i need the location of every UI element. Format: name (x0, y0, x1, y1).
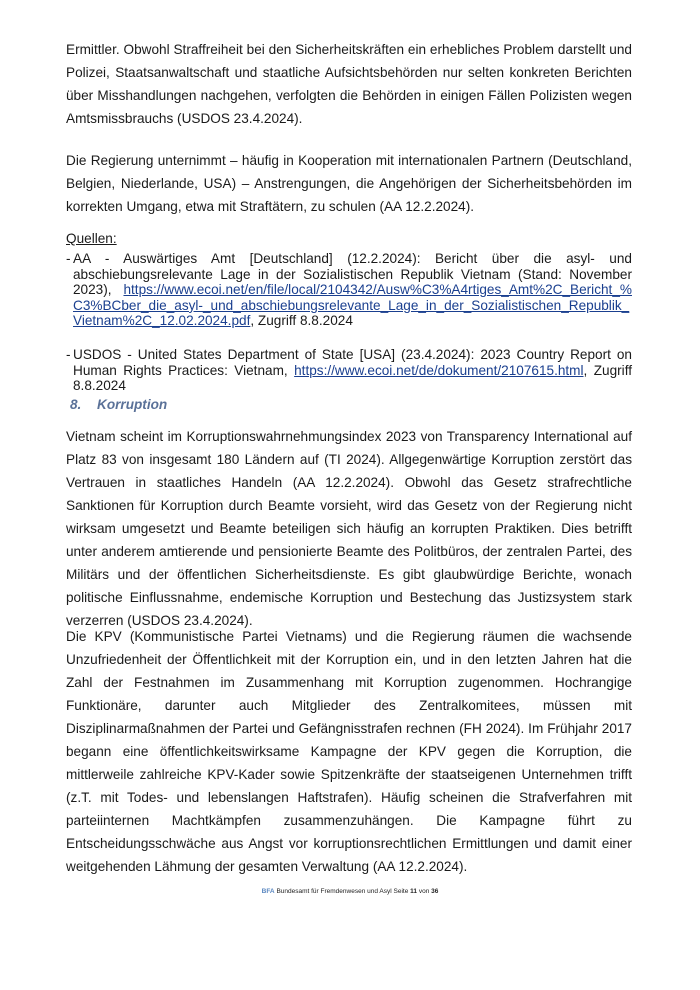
sources-label: Quellen: (66, 231, 117, 246)
source-access-date: , Zugriff 8.8.2024 (73, 362, 633, 394)
paragraph-training: Die Regierung unternimmt – häufig in Kooperation mit internationalen Partnern (Deutschland, Belgien, Niederlande, USA) – Anstrengungen, die Angehörigen der Sicherheitsbehörden im korrekten Umgang, etwa mit Straftätern, zu schulen (AA 12.2.2024). (66, 153, 632, 214)
source-item-usdos (66, 347, 632, 394)
footer-of: von (418, 888, 430, 895)
section-title: Korruption (97, 397, 168, 412)
paragraph-impunity: Ermittler. Obwohl Straffreiheit bei den Sicherheitskräften ein erhebliches Problem darstellt und Polizei, Staatsanwaltschaft und staatliche Aufsichtsbehörden nur selten konkreten Berichten über Misshandlungen nachgehen, verfolgten die Behörden in einigen Fällen Polizisten wegen Amtsmissbrauchs (USDOS 23.4.2024). (66, 42, 632, 126)
source-link-usdos[interactable]: https://www.ecoi.net/de/dokument/2107615.html (294, 362, 584, 378)
section-number: 8. (70, 397, 82, 412)
page-footer (0, 888, 700, 895)
footer-text: Bundesamt für Fremdenwesen und Asyl Seite (276, 888, 409, 895)
source-bullet: - (66, 251, 71, 266)
footer-page-number: 11 (410, 888, 418, 895)
source-link-aa[interactable]: https://www.ecoi.net/en/file/local/2104342/Ausw%C3%A4rtiges_Amt%2C_Bericht_%C3%BCber_die_asyl-_und_abschiebungsrelevante_Lage_in_der_Sozialistischen_Republik_Vietnam%2C_12.02.2024.pdf (73, 282, 632, 329)
section-heading (70, 397, 167, 412)
source-access-date: , Zugriff 8.8.2024 (250, 313, 353, 329)
paragraph-corruption-index: Vietnam scheint im Korruptionswahrnehmungsindex 2023 von Transparency International auf Platz 83 von insgesamt 180 Ländern auf (TI 2024). Allgegenwärtige Korruption zerstört das Vertrauen in staatliches Handeln (AA 12.2.2024). Obwohl das Gesetz strafrechtliche Sanktionen für Korruption durch Beamte vorsieht, wird das Gesetz von der Regierung nicht wirksam umgesetzt und Beamte beteiligen sich häufig an korrupten Praktiken. Dies betrifft unter anderem amtierende und pensionierte Beamte des Politbüros, der zentralen Partei, des Militärs und der öffentlichen Sicherheitsdienste. Es gibt glaubwürdige Berichte, wonach politische Einflussnahme, endemische Korruption und Bestechung das Justizsystem stark verzerren (USDOS 23.4.2024). (66, 429, 632, 628)
footer-page-total: 36 (431, 888, 439, 895)
source-text: AA - Auswärtiges Amt [Deutschland] (12.2.2024): Bericht über die asyl- und abschiebungsrelevante Lage in der Sozialistischen Republik Vietnam (Stand: November 2023), (73, 251, 632, 298)
footer-brand: BFA (261, 888, 275, 895)
source-text: USDOS - United States Department of State [USA] (23.4.2024): 2023 Country Report on Human Rights Practices: Vietnam, (73, 347, 632, 378)
paragraph-kpv-campaign: Die KPV (Kommunistische Partei Vietnams) und die Regierung räumen die wachsende Unzufriedenheit der Öffentlichkeit mit der Korruption ein, und in den letzten Jahren hat die Zahl der Festnahmen im Zusammenhang mit Korruption zugenommen. Hochrangige Funktionäre, darunter auch Mitglieder des Zentralkomitees, müssen mit Disziplinarmaßnahmen der Partei und Gefängnisstrafen rechnen (FH 2024). Im Frühjahr 2017 begann eine öffentlichkeitswirksame Kampagne der KPV gegen die Korruption, die mittlerweile zahlreiche KPV-Kader sowie Spitzenkräfte der staatseigenen Unternehmen trifft (z.T. mit Todes- und lebenslangen Haftstrafen). Häufig scheinen die Strafverfahren mit parteiinternen Machtkämpfen zusammenzuhängen. Die Kampagne führt zu Entscheidungsschwäche aus Angst vor korruptionsrechtlichen Ermittlungen und damit einer weitgehenden Lähmung der gesamten Verwaltung (AA 12.2.2024). (66, 629, 632, 874)
source-bullet: - (66, 347, 71, 362)
source-item-aa (66, 251, 632, 329)
